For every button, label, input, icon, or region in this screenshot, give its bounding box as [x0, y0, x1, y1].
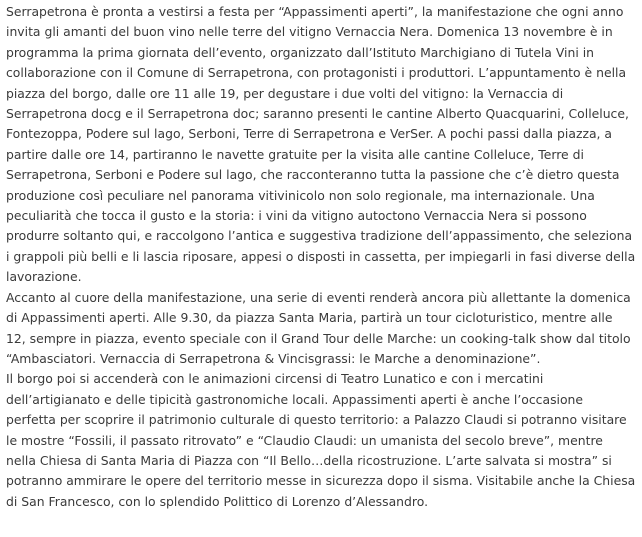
article-paragraph: Il borgo poi si accenderà con le animazioni circensi di Teatro Lunatico e con i mercatini dell’artigianato e delle tipicità gastronomiche locali. Appassimenti aperti è anche l’occasione perfetta per scoprire il patrimonio culturale di questo territorio: a Palazzo Claudi si potranno visitare le mostre “Fossili, il passato ritrovato” e “Claudio Claudi: un umanista del secolo breve”, mentre nella Chiesa di Santa Maria di Piazza con “Il Bello…della ricostruzione. L’arte salvata si mostra” si potranno ammirare le opere del territorio messe in sicurezza dopo il sisma. Visitabile anche la Chiesa di San Francesco, con lo splendido Polittico di Lorenzo d’Alessandro.: [6, 371, 636, 509]
article-paragraph: Accanto al cuore della manifestazione, una serie di eventi renderà ancora più allettante la domenica di Appassimenti aperti. Alle 9.30, da piazza Santa Maria, partirà un tour cicloturistico, mentre alle 12, sempre in piazza, evento speciale con il Grand Tour delle Marche: un cooking-talk show dal titolo “Ambasciatori. Vernaccia di Serrapetrona & Vincisgrassi: le Marche a denominazione”.: [6, 289, 631, 366]
article-paragraph: Serrapetrona è pronta a vestirsi a festa per “Appassimenti aperti”, la manifestazione che ogni anno invita gli amanti del buon vino nelle terre del vitigno Vernaccia Nera. Domenica 13 novembre è in programma la prima giornata dell’evento, organizzato dall’Istituto Marchigiano di Tutela Vini in collaborazione con il Comune di Serrapetrona, con protagonisti i produttori. L’appuntamento è nella piazza del borgo, dalle ore 11 alle 19, per degustare i due volti del vitigno: la Vernaccia di Serrapetrona docg e il Serrapetrona doc; saranno presenti le cantine Alberto Quacquarini, Colleluce, Fontezoppa, Podere sul lago, Serboni, Terre di Serrapetrona e VerSer. A pochi passi dalla piazza, a partire dalle ore 14, partiranno le navette gratuite per la visita alle cantine Colleluce, Terre di Serrapetrona, Serboni e Podere sul lago, che racconteranno tutta la passione che c’è dietro questa produzione così peculiare nel panorama vitivinicolo non solo regionale, ma internazionale. Una peculiarità che tocca il gusto e la storia: i vini da vitigno autoctono Vernaccia Nera si possono produrre soltanto qui, e raccolgono l’antica e suggestiva tradizione dell’appassimento, che seleziona i grappoli più belli e li lascia riposare, appesi o disposti in cassetta, per impiegarli in fasi diverse della lavorazione.: [6, 4, 636, 285]
